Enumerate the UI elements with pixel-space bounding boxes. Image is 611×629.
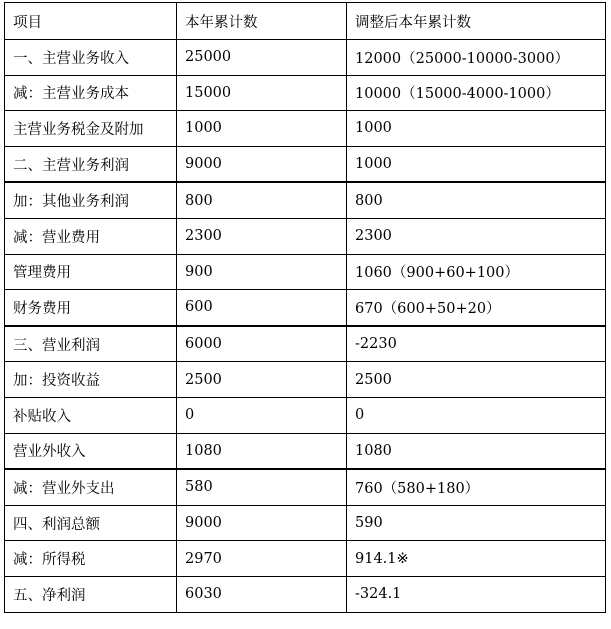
table-row bbox=[5, 40, 606, 76]
row-current: 800 bbox=[177, 182, 347, 218]
table-row bbox=[5, 541, 606, 577]
row-adjusted: 670（600+50+20） bbox=[347, 290, 606, 326]
row-item: 减：所得税 bbox=[5, 541, 177, 577]
row-adjusted: 1080 bbox=[347, 433, 606, 469]
table-row bbox=[5, 254, 606, 290]
row-item: 减：营业费用 bbox=[5, 218, 177, 254]
table-header-row bbox=[5, 3, 606, 40]
row-adjusted: 914.1※ bbox=[347, 541, 606, 577]
row-current: 6000 bbox=[177, 326, 347, 362]
row-current: 900 bbox=[177, 254, 347, 290]
row-adjusted: -324.1 bbox=[347, 576, 606, 612]
table-row bbox=[5, 218, 606, 254]
row-item: 补贴收入 bbox=[5, 397, 177, 433]
header-adjusted-ytd: 调整后本年累计数 bbox=[347, 3, 606, 40]
row-item: 营业外收入 bbox=[5, 433, 177, 469]
row-item: 二、主营业务利润 bbox=[5, 146, 177, 182]
row-item: 财务费用 bbox=[5, 290, 177, 326]
row-current: 2500 bbox=[177, 362, 347, 398]
table-row bbox=[5, 469, 606, 505]
table-row bbox=[5, 505, 606, 541]
row-current: 600 bbox=[177, 290, 347, 326]
row-item: 一、主营业务收入 bbox=[5, 40, 177, 76]
row-current: 1080 bbox=[177, 433, 347, 469]
row-adjusted: 0 bbox=[347, 397, 606, 433]
row-adjusted: 2500 bbox=[347, 362, 606, 398]
row-adjusted: 1060（900+60+100） bbox=[347, 254, 606, 290]
row-current: 9000 bbox=[177, 146, 347, 182]
row-adjusted: 10000（15000-4000-1000） bbox=[347, 75, 606, 111]
row-item: 主营业务税金及附加 bbox=[5, 111, 177, 147]
row-adjusted: -2230 bbox=[347, 326, 606, 362]
table-row bbox=[5, 182, 606, 218]
header-current-ytd: 本年累计数 bbox=[177, 3, 347, 40]
row-current: 0 bbox=[177, 397, 347, 433]
row-item: 加：投资收益 bbox=[5, 362, 177, 398]
table-row bbox=[5, 576, 606, 612]
row-adjusted: 1000 bbox=[347, 146, 606, 182]
row-item: 管理费用 bbox=[5, 254, 177, 290]
table-row bbox=[5, 146, 606, 182]
table-row bbox=[5, 111, 606, 147]
row-adjusted: 12000（25000-10000-3000） bbox=[347, 40, 606, 76]
table-row bbox=[5, 326, 606, 362]
table-row bbox=[5, 290, 606, 326]
row-item: 减：主营业务成本 bbox=[5, 75, 177, 111]
row-current: 25000 bbox=[177, 40, 347, 76]
row-current: 9000 bbox=[177, 505, 347, 541]
income-statement-table bbox=[4, 2, 606, 613]
row-item: 减：营业外支出 bbox=[5, 469, 177, 505]
row-current: 6030 bbox=[177, 576, 347, 612]
table-row bbox=[5, 362, 606, 398]
row-adjusted: 760（580+180） bbox=[347, 469, 606, 505]
row-adjusted: 800 bbox=[347, 182, 606, 218]
row-adjusted: 2300 bbox=[347, 218, 606, 254]
row-current: 15000 bbox=[177, 75, 347, 111]
row-current: 580 bbox=[177, 469, 347, 505]
row-item: 加：其他业务利润 bbox=[5, 182, 177, 218]
table-row bbox=[5, 397, 606, 433]
row-adjusted: 590 bbox=[347, 505, 606, 541]
row-item: 五、净利润 bbox=[5, 576, 177, 612]
table-row bbox=[5, 75, 606, 111]
row-adjusted: 1000 bbox=[347, 111, 606, 147]
table-row bbox=[5, 433, 606, 469]
row-current: 2300 bbox=[177, 218, 347, 254]
header-item: 项目 bbox=[5, 3, 177, 40]
row-current: 2970 bbox=[177, 541, 347, 577]
row-item: 三、营业利润 bbox=[5, 326, 177, 362]
row-current: 1000 bbox=[177, 111, 347, 147]
row-item: 四、利润总额 bbox=[5, 505, 177, 541]
